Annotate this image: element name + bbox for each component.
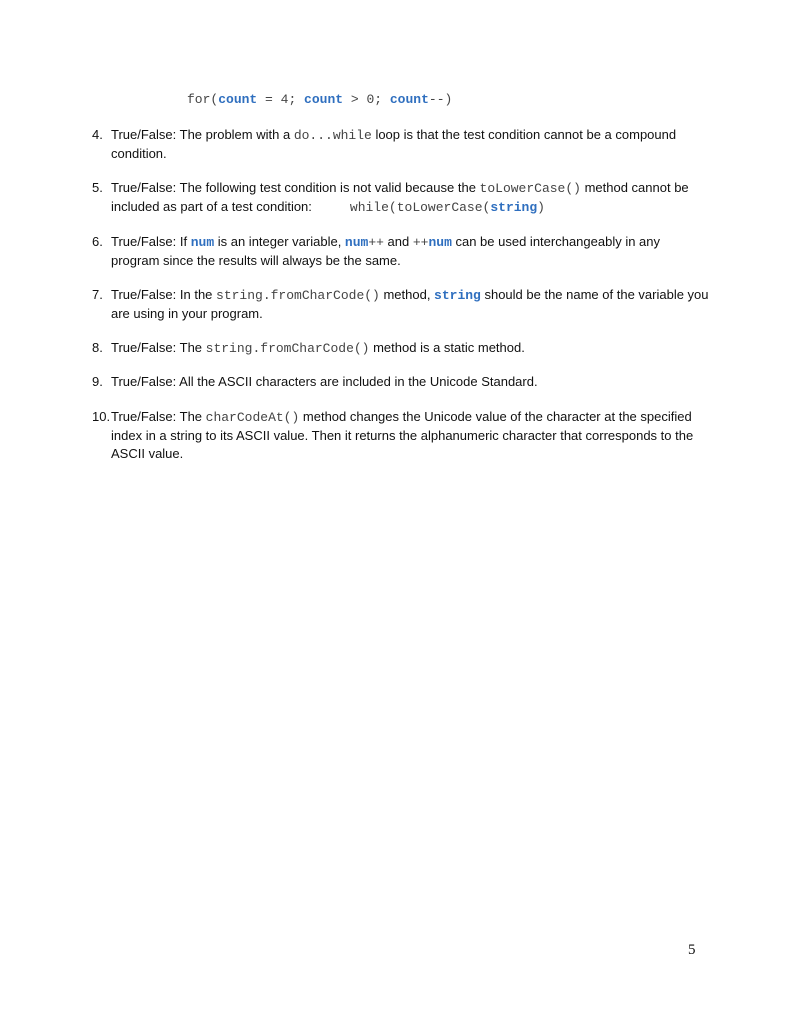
code-keyword-count: count [218, 92, 258, 107]
text-segment: method, [379, 287, 435, 302]
question-number: 8. [92, 340, 103, 355]
question-number: 10. [92, 409, 111, 424]
question-5 [92, 179, 712, 217]
text-segment: is an integer variable, [214, 234, 345, 249]
question-text [111, 126, 712, 163]
inline-code: ) [537, 200, 545, 215]
text-segment: method is a static method. [369, 340, 525, 355]
question-text [111, 408, 712, 463]
question-text [111, 286, 712, 323]
text-segment: method cannot be included as part of a test condition: [111, 180, 689, 214]
inline-code: string.fromCharCode() [216, 288, 380, 303]
question-text [111, 339, 712, 358]
text-segment: can be used interchangeably in any program since the results will always be the same. [111, 234, 661, 268]
question-text [111, 233, 712, 270]
text-segment: True/False: The [111, 409, 206, 424]
code-keyword-count: count [304, 92, 344, 107]
page-number: 5 [688, 942, 696, 958]
text-segment: method changes the Unicode value of the character at the specified index in a string to its ASCII value. Then it returns the alphanumeric character that corresponds to the ASCII value. [111, 409, 694, 461]
inline-keyword: string [490, 200, 538, 215]
question-10 [92, 408, 712, 463]
question-number: 4. [92, 127, 103, 142]
text-segment: and [383, 234, 413, 249]
question-text: True/False: All the ASCII characters are included in the Unicode Standard. [111, 374, 538, 389]
for-loop-code-line [187, 92, 452, 108]
question-number: 9. [92, 374, 103, 389]
text-segment: loop is that the test condition cannot be a compound condition. [111, 127, 677, 161]
question-text [111, 179, 712, 217]
inline-keyword: num [190, 235, 215, 250]
inline-keyword: string [434, 288, 481, 303]
inline-code: string.fromCharCode() [205, 341, 370, 356]
code-eq-four: = 4; [257, 92, 305, 107]
question-number: 6. [92, 234, 103, 249]
inline-keyword: num [344, 235, 369, 250]
code-for-open: for( [187, 92, 219, 107]
code-keyword-count: count [389, 92, 429, 107]
inline-code: charCodeAt() [205, 410, 300, 425]
text-segment: True/False: The [111, 340, 206, 355]
text-segment: True/False: The problem with a [111, 127, 294, 142]
inline-code: toLowerCase() [479, 181, 581, 196]
inline-keyword: num [428, 235, 452, 250]
inline-code: while(toLowerCase( [349, 200, 491, 215]
inline-code: do...while [293, 128, 372, 143]
text-segment: should be the name of the variable you are using in your program. [111, 287, 709, 321]
text-segment: True/False: The following test condition is not valid because the [111, 180, 480, 195]
text-segment: True/False: If [111, 234, 191, 249]
inline-code: ++ [412, 235, 429, 250]
question-number: 5. [92, 180, 103, 195]
question-9 [92, 373, 712, 391]
question-8 [92, 339, 712, 358]
text-segment: True/False: In the [111, 287, 217, 302]
code-gt-zero: > 0; [343, 92, 390, 107]
question-7 [92, 286, 712, 323]
question-number: 7. [92, 287, 103, 302]
question-6 [92, 233, 712, 270]
inline-code: ++ [368, 235, 384, 250]
code-dec-close: --) [428, 92, 453, 107]
question-4 [92, 126, 712, 163]
